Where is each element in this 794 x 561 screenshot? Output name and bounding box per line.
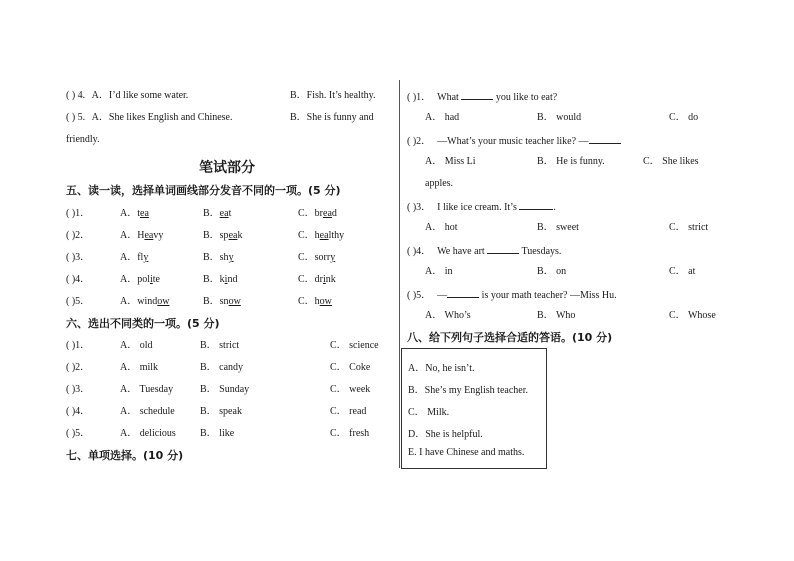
answer-choice-a: A．No, he isn’t. bbox=[408, 363, 475, 374]
sec6-q4-option-b: B． speak bbox=[200, 406, 242, 417]
section-7-title: 七、单项选择。(10 分) bbox=[66, 449, 184, 462]
written-section-title: 笔试部分 bbox=[199, 160, 255, 176]
sec6-q4-option-a: A． schedule bbox=[120, 406, 175, 417]
sec6-q4-number: ( )4． bbox=[66, 406, 91, 417]
sec6-q5-number: ( )5． bbox=[66, 428, 91, 439]
answer-blank[interactable] bbox=[519, 199, 553, 210]
underlined-part: ow bbox=[157, 296, 170, 307]
underlined-part: ea bbox=[144, 230, 154, 241]
underlined-part: ea bbox=[228, 230, 238, 241]
sec5-q4-option-b: B．kind bbox=[203, 274, 238, 285]
sec5-q1-option-b: B．eat bbox=[203, 208, 232, 219]
sec6-q5-option-c: C． fresh bbox=[330, 428, 370, 439]
underlined-part: y bbox=[143, 252, 149, 263]
sec7-q3-option-c: C． strict bbox=[669, 222, 709, 233]
listening-item-4: ( ) 4. A．I’d like some water. bbox=[66, 90, 189, 101]
underlined-part: y bbox=[330, 252, 336, 263]
sec7-q1-option-a: A． had bbox=[425, 112, 460, 123]
underlined-part: ea bbox=[140, 208, 149, 219]
underlined-part: i bbox=[224, 274, 228, 285]
sec5-q5-number: ( )5． bbox=[66, 296, 91, 307]
underlined-part: ea bbox=[219, 208, 229, 219]
sec6-q1-option-a: A． old bbox=[120, 340, 153, 351]
sec7-q2-option-b: B． He is funny. bbox=[537, 156, 605, 167]
sec5-q2-option-a: A．Heavy bbox=[120, 230, 164, 241]
underlined-part: ea bbox=[319, 230, 329, 241]
underlined-part: ea bbox=[323, 208, 332, 219]
sec5-q4-option-c: C．drink bbox=[298, 274, 336, 285]
answer-blank[interactable] bbox=[461, 89, 493, 100]
sec7-q2-stem: ( )2． —What’s your music teacher like? — bbox=[407, 133, 621, 149]
sec7-q4-stem: ( )4． We have art Tuesdays. bbox=[407, 243, 561, 259]
listening-item-5-option-b: B．She is funny and bbox=[290, 112, 374, 123]
answer-choice-c: C． Milk. bbox=[408, 407, 450, 418]
sec7-q1-stem: ( )1． What you like to eat? bbox=[407, 89, 557, 105]
underlined-part: i bbox=[150, 274, 153, 285]
sec6-q2-option-b: B． candy bbox=[200, 362, 244, 373]
listening-item-5-wrap: friendly. bbox=[66, 134, 100, 145]
sec7-q5-stem: ( )5． — is your math teacher? —Miss Hu. bbox=[407, 287, 617, 303]
sec6-q1-option-b: B． strict bbox=[200, 340, 240, 351]
sec7-q1-option-b: B． would bbox=[537, 112, 582, 123]
sec6-q3-option-b: B． Sunday bbox=[200, 384, 250, 395]
sec7-q3-option-a: A． hot bbox=[425, 222, 458, 233]
underlined-part: ow bbox=[228, 296, 241, 307]
sec7-q4-option-a: A． in bbox=[425, 266, 453, 277]
sec5-q2-number: ( )2． bbox=[66, 230, 91, 241]
sec6-q2-number: ( )2． bbox=[66, 362, 91, 373]
sec5-q4-option-a: A．polite bbox=[120, 274, 160, 285]
column-divider bbox=[399, 80, 400, 468]
listening-item-5: ( ) 5. A．She likes English and Chinese. bbox=[66, 112, 233, 123]
sec5-q3-option-c: C．sorry bbox=[298, 252, 336, 263]
sec6-q2-option-c: C． Coke bbox=[330, 362, 371, 373]
answer-choice-e: E. I have Chinese and maths. bbox=[408, 447, 525, 458]
section-8-title: 八、给下列句子选择合适的答语。(10 分) bbox=[407, 331, 613, 344]
answer-choice-d: D．She is helpful. bbox=[408, 429, 483, 440]
section-5-title: 五、读一读，选择单词画线部分发音不同的一项。(5 分) bbox=[66, 184, 341, 197]
sec5-q2-option-c: C．healthy bbox=[298, 230, 345, 241]
sec5-q2-option-b: B．speak bbox=[203, 230, 243, 241]
sec5-q3-option-b: B．shy bbox=[203, 252, 234, 263]
answer-choices-box bbox=[401, 348, 547, 469]
sec7-q2-option-c: C． She likes bbox=[643, 156, 699, 167]
sec6-q2-option-a: A． milk bbox=[120, 362, 159, 373]
sec5-q3-option-a: A．fly bbox=[120, 252, 149, 263]
sec7-q4-option-b: B． on bbox=[537, 266, 567, 277]
section-6-title: 六、选出不同类的一项。(5 分) bbox=[66, 317, 220, 330]
answer-choice-b: B．She’s my English teacher. bbox=[408, 385, 528, 396]
sec5-q1-number: ( )1． bbox=[66, 208, 91, 219]
sec7-q5-option-b: B． Who bbox=[537, 310, 576, 321]
sec5-q5-option-a: A．window bbox=[120, 296, 170, 307]
sec7-q3-stem: ( )3． I like ice cream. It’s . bbox=[407, 199, 556, 215]
answer-blank[interactable] bbox=[447, 287, 479, 298]
sec6-q5-option-a: A． delicious bbox=[120, 428, 176, 439]
sec6-q1-number: ( )1． bbox=[66, 340, 91, 351]
sec5-q4-number: ( )4． bbox=[66, 274, 91, 285]
sec6-q3-option-c: C． week bbox=[330, 384, 371, 395]
sec5-q5-option-c: C．how bbox=[298, 296, 332, 307]
sec7-q4-option-c: C． at bbox=[669, 266, 696, 277]
sec6-q4-option-c: C． read bbox=[330, 406, 367, 417]
sec7-q3-option-b: B． sweet bbox=[537, 222, 579, 233]
underlined-part: y bbox=[228, 252, 234, 263]
sec7-q2-wrap: apples. bbox=[425, 178, 454, 189]
sec5-q1-option-a: A．tea bbox=[120, 208, 149, 219]
answer-blank[interactable] bbox=[487, 243, 519, 254]
sec7-q1-option-c: C． do bbox=[669, 112, 699, 123]
sec6-q5-option-b: B． like bbox=[200, 428, 235, 439]
answer-blank[interactable] bbox=[589, 133, 621, 144]
sec6-q3-number: ( )3． bbox=[66, 384, 91, 395]
sec5-q3-number: ( )3． bbox=[66, 252, 91, 263]
sec7-q2-option-a: A． Miss Li bbox=[425, 156, 476, 167]
underlined-part: ow bbox=[319, 296, 332, 307]
sec7-q5-option-a: A． Who’s bbox=[425, 310, 471, 321]
sec7-q5-option-c: C． Whose bbox=[669, 310, 716, 321]
underlined-part: i bbox=[323, 274, 326, 285]
sec6-q3-option-a: A． Tuesday bbox=[120, 384, 174, 395]
sec5-q1-option-c: C．bread bbox=[298, 208, 337, 219]
sec6-q1-option-c: C． science bbox=[330, 340, 379, 351]
listening-item-4-option-b: B．Fish. It’s healthy. bbox=[290, 90, 376, 101]
sec5-q5-option-b: B．snow bbox=[203, 296, 241, 307]
